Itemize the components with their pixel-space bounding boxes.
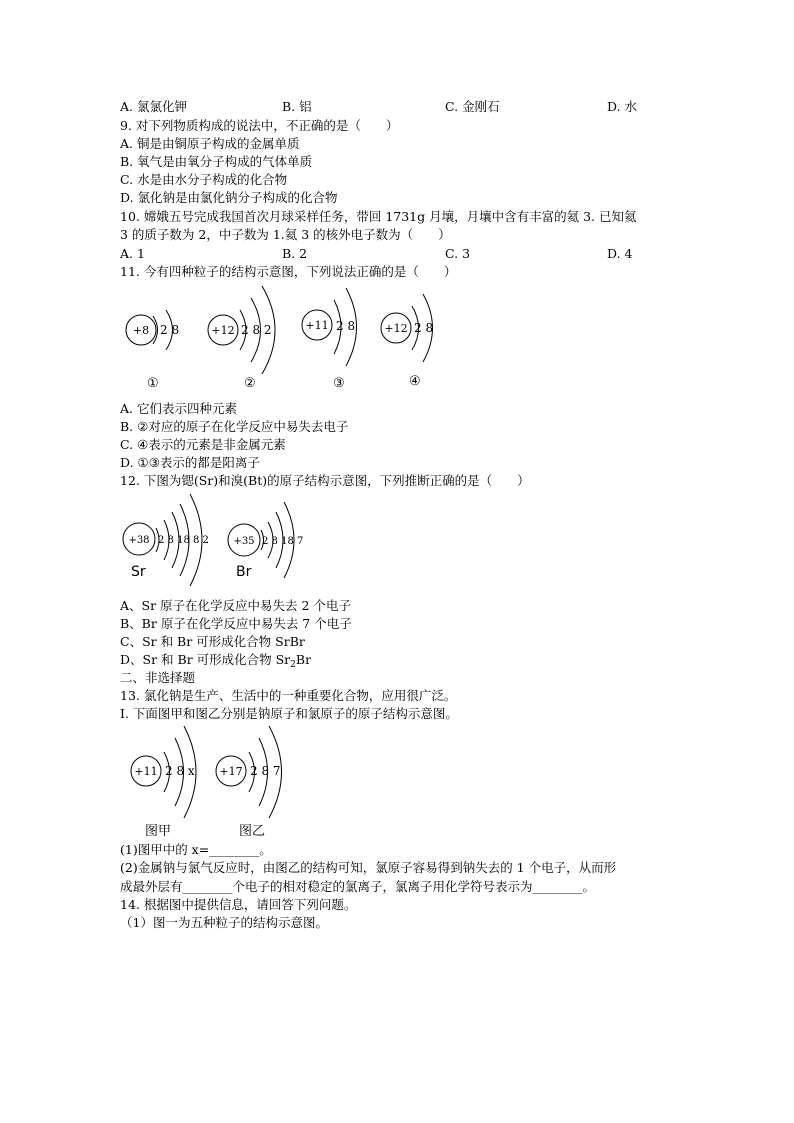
q10-option-d: D. 4	[607, 246, 633, 261]
q10-option-a: A. 1	[120, 246, 145, 261]
q12-option-c: C、Sr 和 Br 可形成化合物 SrBr	[120, 634, 305, 649]
diagram-label-br: Br	[236, 564, 252, 580]
q14-stem: 14. 根据图中提供信息，请回答下列问题。	[120, 897, 357, 912]
shell-electrons: 2 8	[414, 321, 434, 335]
q12-option-d-text: D、Sr 和 Br 可形成化合物 Sr	[120, 652, 291, 667]
q8-option-c: C. 金刚石	[445, 99, 500, 114]
nucleus-charge: +17	[219, 765, 243, 778]
diagram-label-3: ③	[333, 376, 345, 391]
q9-option-a: A. 铜是由铜原子构成的金属单质	[120, 136, 300, 151]
q8-option-d: D. 水	[607, 99, 638, 114]
diagram-label-jia: 图甲	[145, 824, 172, 839]
q13-stem: 13. 氯化钠是生产、生活中的一种重要化合物，应用很广泛。	[120, 688, 457, 703]
q9-option-c: C. 水是由水分子构成的化合物	[120, 172, 288, 187]
shell-electrons: 2 8 18 8 2	[158, 535, 209, 546]
q9-option-d: D. 氯化钠是由氯化钠分子构成的化合物	[120, 190, 338, 205]
q13-diagrams	[128, 722, 308, 822]
q8-option-a: A. 氯氯化钾	[120, 99, 187, 114]
shell-electrons: 2 8 2	[241, 323, 272, 337]
q11-option-c: C. ④表示的元素是非金属元素	[120, 437, 286, 452]
diagram-label-sr: Sr	[131, 564, 146, 580]
q11-stem: 11. 今有四种粒子的结构示意图，下列说法正确的是（ ）	[120, 264, 457, 279]
q13-sub1: (1)图甲中的 x=________。	[120, 842, 272, 857]
q12-option-b: B、Br 原子在化学反应中易失去 7 个电子	[120, 616, 352, 631]
q11-option-d: D. ①③表示的都是阳离子	[120, 455, 260, 470]
q11-option-a: A. 它们表示四种元素	[120, 401, 237, 416]
q10-option-c: C. 3	[445, 246, 471, 261]
shell-electrons: 2 8	[160, 323, 180, 337]
shell-electrons: 2 8 18 7	[262, 536, 304, 547]
atom-diagram-cl	[216, 726, 282, 818]
nucleus-charge: +35	[233, 536, 255, 547]
q12-stem: 12. 下图为锶(Sr)和溴(Bt)的原子结构示意图，下列推断正确的是（ ）	[120, 473, 530, 488]
section-heading: 二、非选择题	[120, 670, 196, 685]
q13-sub2-line1: (2)金属钠与氯气反应时，由图乙的结构可知，氯原子容易得到钠失去的 1 个电子，从而形	[120, 860, 617, 875]
diagram-label-4: ④	[409, 374, 421, 389]
q9-option-b: B. 氧气是由氧分子构成的气体单质	[120, 154, 313, 169]
q13-part1: Ⅰ. 下面图甲和图乙分别是钠原子和氯原子的原子结构示意图。	[120, 706, 458, 721]
shell-electrons: 2 8	[336, 319, 356, 333]
atom-diagram-3	[302, 288, 357, 366]
q10-stem-line2: 3 的质子数为 2，中子数为 1.氦 3 的核外电子数为（ ）	[120, 227, 451, 242]
q12-option-d-tail: Br	[295, 652, 312, 667]
q12-option-a: A、Sr 原子在化学反应中易失去 2 个电子	[120, 598, 351, 613]
nucleus-charge: +38	[128, 535, 150, 546]
atom-diagram-2	[208, 286, 275, 374]
nucleus-charge: +12	[384, 322, 408, 335]
atom-diagram-na	[131, 726, 196, 818]
nucleus-charge: +8	[132, 324, 150, 337]
q13-sub2-line2: 成最外层有________个电子的相对稳定的氯离子，氯离子用化学符号表示为________。	[120, 879, 596, 894]
shell-electrons: 2 8 7	[250, 764, 281, 778]
q14-sub1: （1）图一为五种粒子的结构示意图。	[120, 915, 328, 930]
nucleus-charge: +12	[211, 324, 235, 337]
nucleus-charge: +11	[305, 319, 329, 332]
shell-electrons: 2 8 x	[165, 764, 195, 778]
q8-option-b: B. 铝	[282, 99, 312, 114]
nucleus-charge: +11	[134, 765, 158, 778]
q11-diagrams	[110, 280, 450, 400]
q12-diagrams	[118, 490, 318, 590]
q9-stem: 9. 对下列物质构成的说法中，不正确的是（ ）	[120, 118, 399, 133]
q10-option-b: B. 2	[282, 246, 308, 261]
atom-diagram-1	[126, 310, 179, 350]
atom-diagram-4	[381, 294, 433, 362]
q10-stem-line1: 10. 嫦娥五号完成我国首次月球采样任务，带回 1731g 月壤，月壤中含有丰富的氦 3. 已知氦	[120, 209, 637, 224]
q11-option-b: B. ②对应的原子在化学反应中易失去电子	[120, 419, 349, 434]
subscript: 2	[290, 660, 296, 670]
diagram-label-1: ①	[147, 376, 159, 391]
diagram-label-2: ②	[244, 376, 256, 391]
diagram-label-yi: 图乙	[239, 824, 266, 839]
